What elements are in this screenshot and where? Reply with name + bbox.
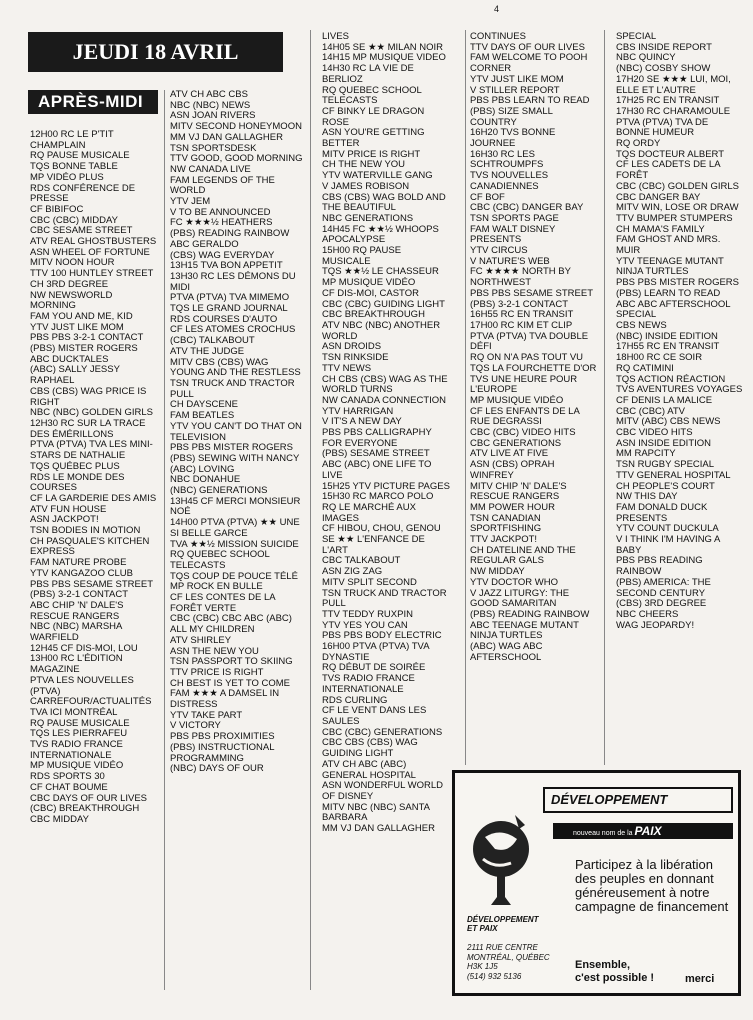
listing-entry: (CBS) 3RD DEGREE xyxy=(616,598,707,610)
listing-entry: NW THIS DAY xyxy=(616,491,678,503)
listing-entry: YTV YOU CAN'T DO THAT ON TELEVISION xyxy=(170,420,302,443)
listing-entry: ATV FUN HOUSE xyxy=(30,503,107,515)
listing-entry: MM POWER HOUR xyxy=(470,501,555,513)
listing-entry: 17H20 SE ★★★ LUI, MOI, ELLE ET L'AUTRE xyxy=(616,73,731,96)
listing-entry: TTV NEWS xyxy=(322,362,372,374)
listing-entry: CBC BREAKTHROUGH xyxy=(322,309,425,321)
listing-column-1 xyxy=(30,130,158,826)
listing-entry: (ABC) LOVING xyxy=(170,463,235,475)
listing-entry: V VICTORY xyxy=(170,720,221,732)
listing-entry: CF BINKY LE DRAGON ROSE xyxy=(322,105,425,128)
listing-entry: MP MUSIQUE VIDÉO xyxy=(322,277,416,289)
listing-column-4 xyxy=(470,32,600,663)
ad-address: 2111 RUE CENTRE MONTRÉAL, QUÉBEC H3K 1J5 (514) 932 5136 xyxy=(467,943,550,981)
listing-entry: MITV CHIP 'N' DALE'S RESCUE RANGERS xyxy=(470,480,567,503)
listing-entry: ABC TEENAGE MUTANT NINJA TURTLES xyxy=(470,619,579,642)
listing-entry: FAM DONALD DUCK PRESENTS xyxy=(616,501,708,524)
listing-entry: TQS LE GRAND JOURNAL xyxy=(170,303,288,315)
listing-entry: (PBS) 3-2-1 CONTACT xyxy=(30,589,129,601)
listing-entry: PTVA LES NOUVELLES xyxy=(30,674,134,686)
listing-entry: CH DATELINE AND THE REGULAR GALS xyxy=(470,544,576,567)
listing-entry: FAM NATURE PROBE xyxy=(30,557,127,569)
listing-entry: YTV WATERVILLE GANG xyxy=(322,170,433,182)
listing-entry: CBC (CBC) GENERATIONS xyxy=(322,726,443,738)
listing-entry: TVS RADIO FRANCE INTERNATIONALE xyxy=(30,739,123,761)
listing-entry: MITV WIN, LOSE OR DRAW xyxy=(616,202,739,214)
listing-entry: CF LE VENT DANS LES SAULES xyxy=(322,705,427,727)
listing-entry: (PBS) SESAME STREET xyxy=(322,448,430,460)
listing-entry: CBS (CBS) WAG PRICE IS RIGHT xyxy=(30,385,147,408)
listing-entry: (CBC) BREAKTHROUGH xyxy=(30,803,140,815)
listing-entry: PBS PBS READING RAINBOW xyxy=(616,555,703,578)
listing-entry: RDS LE MONDE DES COURSES xyxy=(30,471,125,494)
listing-entry: CBC (CBC) GUIDING LIGHT xyxy=(322,298,445,310)
listing-entry: 17H25 RC EN TRANSIT xyxy=(616,95,720,107)
listing-entry: ABC CHIP 'N' DALE'S RESCUE RANGERS xyxy=(30,599,124,622)
listing-entry: PBS PBS MISTER ROGERS xyxy=(170,442,293,454)
listing-entry: MP MUSIQUE VIDÉO xyxy=(470,394,564,406)
ad-organization: DÉVELOPPEMENT ET PAIX xyxy=(467,915,539,933)
listing-entry: CF HIBOU, CHOU, GENOU xyxy=(322,523,441,535)
listing-entry: 17H30 RC CHARAMOULE xyxy=(616,105,731,117)
listing-entry: RDS CONFÉRENCE DE PRESSE xyxy=(30,182,136,205)
listing-entry: TQS ★★½ LE CHASSEUR xyxy=(322,266,439,278)
listing-entry: ATV CH ABC CBS xyxy=(170,89,248,100)
listing-entry: YTV CIRCUS xyxy=(470,245,528,257)
ad-closing: Ensemble, c'est possible ! xyxy=(575,959,655,984)
listing-entry: CBC GENERATIONS xyxy=(470,437,562,449)
listing-entry: (PBS) INSTRUCTIONAL PROGRAMMING xyxy=(170,741,275,764)
listing-entry: TQS DOCTEUR ALBERT xyxy=(616,148,725,160)
listing-entry: V NATURE'S WEB xyxy=(470,255,550,267)
listing-entry: RDS COURSES D'AUTO xyxy=(170,313,278,325)
listing-entry: CBC CBS (CBS) WAG GUIDING LIGHT xyxy=(322,737,418,760)
listing-entry: ATV CH ABC (ABC) GENERAL HOSPITAL xyxy=(322,758,416,781)
listing-entry: FAM LEGENDS OF THE WORLD xyxy=(170,174,275,197)
listing-entry: TTV BUMPER STUMPERS xyxy=(616,212,733,224)
listing-entry: TTV PRICE IS RIGHT xyxy=(170,666,264,678)
listing-entry: 14H15 MP MUSIQUE VIDEO xyxy=(322,52,446,64)
listing-entry: PTVA (PTVA) TVA DE BONNE HUMEUR xyxy=(616,116,709,139)
listing-entry: CF LA GARDERIE DES AMIS xyxy=(30,492,157,504)
listing-entry: MM VJ DAN GALLAGHER xyxy=(170,131,283,143)
listing-entry: PBS PBS MISTER ROGERS xyxy=(616,277,739,289)
listing-entry: V I THINK I'M HAVING A BABY xyxy=(616,534,720,556)
ad-thanks: merci xyxy=(685,973,715,985)
listing-entry: TQS LA FOURCHETTE D'OR xyxy=(470,362,597,374)
listing-entry: TVA ★★½ MISSION SUICIDE xyxy=(170,538,299,550)
listing-entry: MITV (ABC) CBS NEWS xyxy=(616,416,721,428)
listing-entry: (PBS) SIZE SMALL COUNTRY xyxy=(470,105,553,128)
day-header: JEUDI 18 AVRIL xyxy=(28,32,283,72)
listing-entry: V JAZZ LITURGY: THE GOOD SAMARITAN xyxy=(470,587,570,610)
column-divider xyxy=(164,90,165,990)
listing-entry: TSN BODIES IN MOTION xyxy=(30,525,141,537)
listing-entry: NW CANADA CONNECTION xyxy=(322,394,447,406)
listing-entry: YTV JUST LIKE MOM xyxy=(470,73,564,85)
listing-entry: TVS NOUVELLES CANADIENNES xyxy=(470,170,549,192)
listing-entry: FAM WALT DISNEY PRESENTS xyxy=(470,223,556,246)
listing-entry: RQ QUEBEC SCHOOL TELECASTS xyxy=(170,549,270,571)
listing-entry: CF BOF xyxy=(470,191,505,203)
listing-entry: 16H30 RC LES SCHTROUMPFS xyxy=(470,148,544,171)
listing-entry: ABC DUCKTALES xyxy=(30,353,109,365)
listing-entry: 17H55 RC EN TRANSIT xyxy=(616,341,720,353)
listing-entry: NBC CHEERS xyxy=(616,608,679,620)
listing-entry: (PBS) 3-2-1 CONTACT xyxy=(470,298,569,310)
listing-entry: RQ ORDY xyxy=(616,138,661,150)
listing-entry: PBS PBS LEARN TO READ xyxy=(470,95,590,107)
listing-entry: CBS INSIDE REPORT xyxy=(616,41,712,53)
listing-entry: ASN JOAN RIVERS xyxy=(170,110,256,122)
column-divider xyxy=(604,30,605,765)
listing-entry: ABC ABC AFTERSCHOOL SPECIAL xyxy=(616,298,731,321)
listing-entry: 14H45 FC ★★½ WHOOPS APOCALYPSE xyxy=(322,223,439,246)
listing-entry: (ABC) WAG ABC AFTERSCHOOL xyxy=(470,641,543,663)
listing-entry: 15H30 RC MARCO POLO xyxy=(322,491,434,503)
listing-entry: YTV TAKE PART xyxy=(170,709,243,721)
listing-entry: CBC VIDEO HITS xyxy=(616,427,693,439)
listing-entry: FAM ★★★ A DAMSEL IN DISTRESS xyxy=(170,688,280,711)
listing-entry: CBC TALKABOUT xyxy=(322,555,401,567)
column-divider xyxy=(465,30,466,765)
listing-entry: RQ QUEBEC SCHOOL TELECASTS xyxy=(322,84,422,107)
listing-entry: NBC (NBC) GOLDEN GIRLS xyxy=(30,407,153,419)
listing-entry: PTVA (PTVA) TVA DOUBLE DÉFI xyxy=(470,330,589,353)
listing-entry: LIVES xyxy=(322,31,349,42)
listing-entry: CBC (CBC) DANGER BAY xyxy=(470,202,584,214)
listing-entry: PBS PBS PROXIMITIES xyxy=(170,731,275,743)
listing-entry: CBC (CBC) GOLDEN GIRLS xyxy=(616,180,739,192)
listing-entry: SPECIAL xyxy=(616,31,657,42)
listing-entry: PBS PBS SESAME STREET xyxy=(470,287,594,299)
listing-entry: CF LES CADETS DE LA FORÊT xyxy=(616,159,721,182)
listing-entry: TVS RADIO FRANCE INTERNATIONALE xyxy=(322,673,415,695)
listing-entry: CF LES ENFANTS DE LA RUE DEGRASSI xyxy=(470,405,580,428)
listing-entry: FAM BEATLES xyxy=(170,410,235,422)
listing-entry: FAM GHOST AND MRS. MUIR xyxy=(616,234,721,257)
ad-text: Participez à la libération des peuples en donnant généreusement à notre campagne de financement xyxy=(575,857,729,914)
listing-entry: ASN YOU'RE GETTING BETTER xyxy=(322,127,425,150)
listing-entry: 12H30 RC SUR LA TRACE DES ÉMÉRILLONS xyxy=(30,417,146,440)
listing-entry: YTV DOCTOR WHO xyxy=(470,576,558,588)
listing-entry: (NBC) DAYS OF OUR xyxy=(170,763,264,775)
listing-entry: CF DIS-MOI, CASTOR xyxy=(322,287,419,299)
listing-entry: (PBS) LEARN TO READ xyxy=(616,287,721,299)
listing-entry: CBC (CBC) ATV xyxy=(616,405,685,417)
listing-entry: (PBS) READING RAINBOW xyxy=(170,228,290,240)
listing-entry: ASN (CBS) OPRAH WINFREY xyxy=(470,459,555,481)
listing-entry: YTV JUST LIKE MOM xyxy=(30,321,124,333)
listing-entry: TTV 100 HUNTLEY STREET xyxy=(30,268,154,280)
listing-entry: 14H05 SE ★★ MILAN NOIR xyxy=(322,41,444,53)
listing-entry: NW MIDDAY xyxy=(470,566,525,578)
listing-entry: 17H00 RC KIM ET CLIP xyxy=(470,319,573,331)
listing-entry: FC ★★★½ HEATHERS xyxy=(170,217,273,229)
listing-column-3 xyxy=(322,32,452,835)
listing-entry: ATV REAL GHOSTBUSTERS xyxy=(30,236,157,248)
listing-entry: (CBS) WAG EVERYDAY xyxy=(170,249,275,261)
listing-entry: ATV THE JUDGE xyxy=(170,345,245,357)
listing-entry: 16H00 PTVA (PTVA) TVA DYNASTIE xyxy=(322,641,430,663)
listing-entry: (PBS) READING RAINBOW xyxy=(470,608,590,620)
listing-entry: TQS COUP DE POUCE TÉLÉ xyxy=(170,570,298,582)
listing-entry: CF LES ATOMES CROCHUS xyxy=(170,324,296,336)
listing-entry: (PTVA) CARREFOUR/ACTUALITÉS xyxy=(30,685,152,708)
listing-entry: 15H00 RQ PAUSE MUSICALE xyxy=(322,245,402,267)
listing-entry: ASN ZIG ZAG xyxy=(322,566,383,578)
listing-entry: ASN THE NEW YOU xyxy=(170,645,259,657)
listing-entry: NW NEWSWORLD MORNING xyxy=(30,289,113,312)
listing-entry: CBC (CBC) VIDEO HITS xyxy=(470,427,576,439)
listing-entry: 13H00 RC L'ÉDITION MAGAZINE xyxy=(30,653,123,676)
listing-entry: PBS PBS 3-2-1 CONTACT xyxy=(30,332,144,344)
listing-entry: YTV COUNT DUCKULA xyxy=(616,523,719,535)
listing-entry: CH DAYSCENE xyxy=(170,399,238,411)
listing-entry: TSN RINKSIDE xyxy=(322,352,389,364)
ad-title: DÉVELOPPEMENT xyxy=(543,787,733,813)
listing-entry: NBC DONAHUE xyxy=(170,474,241,486)
listing-entry: CF BIBIFOC xyxy=(30,203,84,215)
listing-entry: RQ DÉBUT DE SOIRÉE xyxy=(322,662,426,674)
listing-entry: TVS AVENTURES VOYAGES xyxy=(616,384,743,396)
listing-entry: PBS PBS CALLIGRAPHY FOR EVERYONE xyxy=(322,427,432,449)
listing-entry: RQ CATIMINI xyxy=(616,362,674,374)
listing-entry: TSN SPORTS PAGE xyxy=(470,212,559,224)
listing-entry: ATV SHIRLEY xyxy=(170,634,232,646)
listing-entry: TSN SPORTSDESK xyxy=(170,142,257,154)
listing-entry: ABC GERALDO xyxy=(170,238,239,250)
ad-subtitle-small: nouveau nom de la xyxy=(573,830,633,837)
listing-entry: SE ★★ L'ENFANCE DE L'ART xyxy=(322,534,425,556)
listing-entry: CBC (CBC) CBC ABC (ABC) ALL MY CHILDREN xyxy=(170,613,292,636)
listing-entry: V IT'S A NEW DAY xyxy=(322,416,402,428)
listing-entry: MITV PRICE IS RIGHT xyxy=(322,148,421,160)
listing-entry: CBS NEWS xyxy=(616,319,667,331)
page-mark: 4 xyxy=(494,4,500,14)
listing-entry: YTV HARRIGAN xyxy=(322,405,394,417)
column-divider xyxy=(310,30,311,990)
listing-entry: 16H20 TVS BONNE JOURNEE xyxy=(470,127,556,150)
listing-entry: TQS BONNE TABLE xyxy=(30,161,118,173)
listing-entry: TTV GOOD, GOOD MORNING xyxy=(170,153,303,165)
listing-entry: MITV NOON HOUR xyxy=(30,257,115,269)
listing-entry: CBS (CBS) WAG BOLD AND THE BEAUTIFUL xyxy=(322,191,446,214)
listing-entry: CBC (CBC) MIDDAY xyxy=(30,214,118,226)
listing-entry: YTV KANGAZOO CLUB xyxy=(30,567,133,579)
listing-column-5 xyxy=(616,32,744,631)
listing-entry: TVA ICI MONTRÉAL xyxy=(30,706,118,718)
listing-entry: (PBS) MISTER ROGERS xyxy=(30,343,138,355)
listing-entry: CBC DAYS OF OUR LIVES xyxy=(30,792,148,804)
listing-entry: FAM WELCOME TO POOH CORNER xyxy=(470,52,588,75)
listing-entry: TSN TRUCK AND TRACTOR PULL xyxy=(170,377,295,400)
listing-entry: V JAMES ROBISON xyxy=(322,180,410,192)
listing-entry: V STILLER REPORT xyxy=(470,84,560,96)
listing-entry: ASN JACKPOT! xyxy=(30,514,99,526)
listing-entry: NW CANADA LIVE xyxy=(170,163,251,175)
listing-entry: RQ PAUSE MUSICALE xyxy=(30,717,130,729)
globe-figure-logo xyxy=(465,809,537,909)
listing-entry: CF CHAT BOUME xyxy=(30,781,108,793)
listing-entry: MP VIDÉO PLUS xyxy=(30,171,104,183)
listing-entry: NBC (NBC) MARSHA WARFIELD xyxy=(30,621,122,644)
listing-entry: ATV NBC (NBC) ANOTHER WORLD xyxy=(322,319,441,342)
listing-entry: MITV NBC (NBC) SANTA BARBARA xyxy=(322,801,430,824)
listing-entry: ASN WHEEL OF FORTUNE xyxy=(30,246,150,258)
listing-entry: CH MAMA'S FAMILY xyxy=(616,223,705,235)
ad-subtitle-bar xyxy=(553,823,733,839)
developpement-paix-ad xyxy=(452,770,741,996)
listing-entry: V TO BE ANNOUNCED xyxy=(170,206,271,218)
listing-entry: FAM YOU AND ME, KID xyxy=(30,310,133,322)
listing-entry: RQ LE MARCHÉ AUX IMAGES xyxy=(322,501,416,524)
listing-entry: RDS SPORTS 30 xyxy=(30,771,105,783)
listing-entry: CONTINUES xyxy=(470,31,526,42)
listing-entry: RQ ON N'A PAS TOUT VU xyxy=(470,352,584,364)
listing-entry: RDS CURLING xyxy=(322,694,388,706)
listing-entry: MP ROCK EN BULLE xyxy=(170,581,263,593)
listing-entry: CH PEOPLE'S COURT xyxy=(616,480,715,492)
listing-entry: 13H15 TVA BON APPETIT xyxy=(170,260,283,272)
listing-entry: MP MUSIQUE VIDÉO xyxy=(30,760,124,772)
listing-entry: MITV CBS (CBS) WAG YOUNG AND THE RESTLESS xyxy=(170,356,301,379)
listing-entry: 14H00 PTVA (PTVA) ★★ UNE SI BELLE GARCE xyxy=(170,517,300,539)
listing-entry: CBC MIDDAY xyxy=(30,814,89,825)
listing-entry: 15H25 YTV PICTURE PAGES xyxy=(322,480,450,492)
listing-entry: TSN RUGBY SPECIAL xyxy=(616,459,715,471)
ad-subtitle-big: PAIX xyxy=(634,824,662,838)
listing-entry: YTV TEENAGE MUTANT NINJA TURTLES xyxy=(616,255,724,278)
listing-entry: RQ PAUSE MUSICALE xyxy=(30,150,130,162)
listing-entry: 14H30 RC LA VIE DE BERLIOZ xyxy=(322,63,414,85)
listing-entry: TSN PASSPORT TO SKIING xyxy=(170,656,293,668)
listing-entry: NBC (NBC) NEWS xyxy=(170,99,251,111)
listing-entry: CF LES CONTES DE LA FORÊT VERTE xyxy=(170,592,276,614)
listing-entry: TSN TRUCK AND TRACTOR PULL xyxy=(322,587,447,610)
listing-entry: TQS LES PIERRAFEU xyxy=(30,728,128,740)
listing-entry: (CBC) TALKABOUT xyxy=(170,335,255,347)
listing-entry: FC ★★★★ NORTH BY NORTHWEST xyxy=(470,266,571,289)
listing-entry: CH PASQUALE'S KITCHEN EXPRESS xyxy=(30,535,150,558)
listing-entry: TQS QUÉBEC PLUS xyxy=(30,460,120,472)
listing-entry: TTV GENERAL HOSPITAL xyxy=(616,469,731,481)
listing-entry: ASN DROIDS xyxy=(322,341,382,353)
listing-entry: (ABC) SALLY JESSY RAPHAEL xyxy=(30,364,120,387)
listing-entry: CH CBS (CBS) WAG AS THE WORLD TURNS xyxy=(322,373,448,396)
listing-entry: NBC GENERATIONS xyxy=(322,212,414,224)
listing-entry: TVS UNE HEURE POUR L'EUROPE xyxy=(470,373,578,396)
listing-entry: MITV SECOND HONEYMOON xyxy=(170,121,302,133)
listing-entry: YTV YES YOU CAN xyxy=(322,619,408,631)
listing-entry: (NBC) GENERATIONS xyxy=(170,485,268,497)
listing-entry: PTVA (PTVA) TVA LES MINI-STARS DE NATHALIE xyxy=(30,439,153,462)
listing-entry: MM RAPCITY xyxy=(616,448,676,460)
listing-entry: CH BEST IS YET TO COME xyxy=(170,677,291,689)
listing-entry: PBS PBS BODY ELECTRIC xyxy=(322,630,442,642)
listing-column-2 xyxy=(170,90,304,775)
listing-entry: CBC DANGER BAY xyxy=(616,191,701,203)
listing-entry: ASN INSIDE EDITION xyxy=(616,437,712,449)
listing-entry: CF DENIS LA MALICE xyxy=(616,394,713,406)
listing-entry: MITV SPLIT SECOND xyxy=(322,576,417,588)
listing-entry: TTV JACKPOT! xyxy=(470,534,538,546)
listing-entry: YTV JEM xyxy=(170,196,211,208)
listing-entry: (PBS) AMERICA: THE SECOND CENTURY xyxy=(616,576,711,599)
listing-entry: (NBC) COSBY SHOW xyxy=(616,63,711,75)
listing-entry: 12H45 CF DIS-MOI, LOU xyxy=(30,642,138,654)
listing-entry: TTV DAYS OF OUR LIVES xyxy=(470,41,585,53)
listing-entry: 13H45 CF MERCI MONSIEUR NOÉ xyxy=(170,495,301,518)
listing-entry: ABC (ABC) ONE LIFE TO LIVE xyxy=(322,459,432,481)
listing-entry: 12H00 RC LE P'TIT CHAMPLAIN xyxy=(30,129,114,151)
listing-entry: CH 3RD DEGREE xyxy=(30,278,109,290)
listing-entry: PTVA (PTVA) TVA MIMEMO xyxy=(170,292,290,304)
listing-entry: MM VJ DAN GALLAGHER xyxy=(322,823,435,835)
listing-entry: CBC SESAME STREET xyxy=(30,225,133,237)
listing-entry: TSN CANADIAN SPORTFISHING xyxy=(470,512,542,535)
listing-entry: 18H00 RC CE SOIR xyxy=(616,352,703,364)
listing-entry: (NBC) INSIDE EDITION xyxy=(616,330,718,342)
section-header: APRÈS-MIDI xyxy=(28,90,158,114)
listing-entry: NBC QUINCY xyxy=(616,52,676,64)
listing-entry: ASN WONDERFUL WORLD OF DISNEY xyxy=(322,780,444,802)
listing-entry: ATV LIVE AT FIVE xyxy=(470,448,549,460)
listing-entry: WAG JEOPARDY! xyxy=(616,619,695,631)
listing-entry: TQS ACTION RÉACTION xyxy=(616,373,726,385)
listing-entry: 13H30 RC LES DÉMONS DU MIDI xyxy=(170,270,296,293)
listing-entry: TTV TEDDY RUXPIN xyxy=(322,608,413,620)
listing-entry: PBS PBS SESAME STREET xyxy=(30,578,154,590)
listing-entry: CH THE NEW YOU xyxy=(322,159,406,171)
listing-entry: (PBS) SEWING WITH NANCY xyxy=(170,452,300,464)
listing-entry: 16H55 RC EN TRANSIT xyxy=(470,309,574,321)
